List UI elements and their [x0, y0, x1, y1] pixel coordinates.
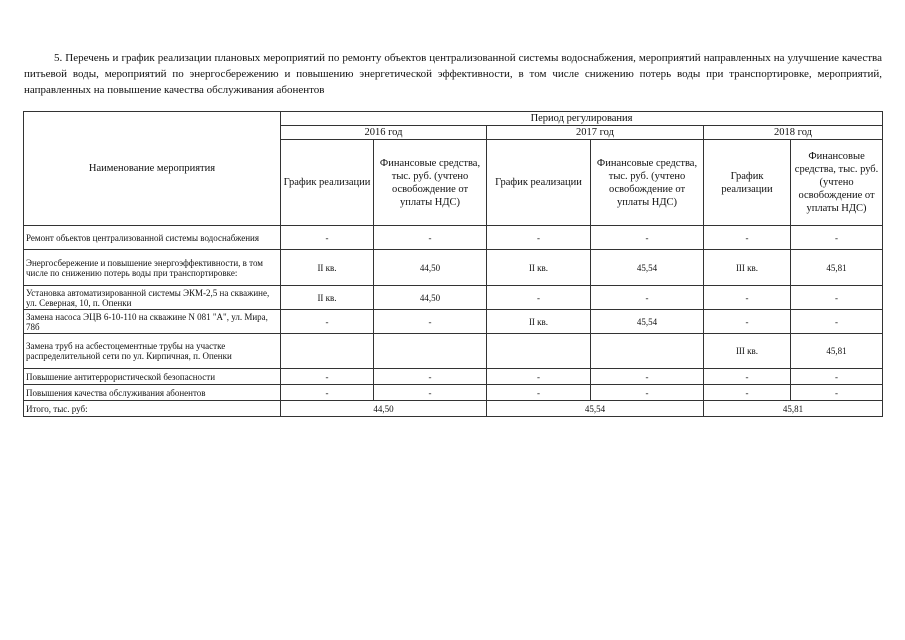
- finance-cell: [374, 334, 487, 369]
- schedule-header-2017: График реализации: [487, 140, 591, 226]
- schedule-cell: -: [487, 226, 591, 250]
- antiterror-row: [24, 369, 883, 385]
- finance-cell: -: [591, 385, 704, 401]
- schedule-cell: II кв.: [487, 310, 591, 334]
- schedule-cell: -: [487, 369, 591, 385]
- finance-cell: -: [591, 226, 704, 250]
- schedule-cell: [281, 334, 374, 369]
- finance-cell: 44,50: [374, 250, 487, 286]
- schedule-cell: III кв.: [704, 250, 791, 286]
- schedule-cell: II кв.: [487, 250, 591, 286]
- schedule-cell: -: [704, 226, 791, 250]
- total-label: Итого, тыс. руб:: [24, 401, 281, 417]
- schedule-cell: -: [281, 226, 374, 250]
- finance-header-2017: Финансовые средства, тыс. руб. (учтено освобождение от уплаты НДС): [591, 140, 704, 226]
- year-header-2017: 2017 год: [487, 126, 704, 140]
- schedule-header-2018: График реализации: [704, 140, 791, 226]
- repair-row: [24, 226, 883, 250]
- total-value-2017: 45,54: [487, 401, 704, 417]
- finance-cell: 45,81: [791, 250, 883, 286]
- measure-name-cell: Замена труб на асбестоцементные трубы на участке распределительной сети по ул. Кирпичная, п. Опенки: [24, 334, 281, 369]
- period-header: Период регулирования: [281, 112, 883, 126]
- measure-name-cell: Энергосбережение и повышение энергоэффективности, в том числе по снижению потерь воды при транспортировке:: [24, 250, 281, 286]
- finance-cell: -: [791, 226, 883, 250]
- schedule-cell: -: [487, 385, 591, 401]
- energy-saving-row: [24, 250, 883, 286]
- measure-name-cell: Ремонт объектов централизованной системы водоснабжения: [24, 226, 281, 250]
- finance-cell: -: [791, 310, 883, 334]
- total-value-2016: 44,50: [281, 401, 487, 417]
- finance-cell: -: [791, 369, 883, 385]
- finance-cell: [591, 334, 704, 369]
- finance-cell: 45,54: [591, 250, 704, 286]
- total-value-2018: 45,81: [704, 401, 883, 417]
- ekm-installation-row: [24, 286, 883, 310]
- section-heading: 5. Перечень и график реализации плановых мероприятий по ремонту объектов централизованной системы водоснабжения, мероприятий направленных на улучшение качества питьевой воды, мероприятий по энергосбережению и повышению энергетической эффективности, в том числе снижению потерь воды при транспортировке, мероприятий, направленных на повышение качества обслуживания абонентов: [24, 52, 882, 96]
- finance-cell: -: [791, 286, 883, 310]
- year-header-2016: 2016 год: [281, 126, 487, 140]
- measure-name-cell: Замена насоса ЭЦВ 6-10-110 на скважине N 081 "А", ул. Мира, 78б: [24, 310, 281, 334]
- finance-cell: 45,54: [591, 310, 704, 334]
- schedule-cell: -: [704, 286, 791, 310]
- finance-cell: -: [374, 226, 487, 250]
- finance-header-2018: Финансовые средства, тыс. руб. (учтено освобождение от уплаты НДС): [791, 140, 883, 226]
- finance-cell: -: [374, 369, 487, 385]
- measures-table: [23, 111, 883, 417]
- schedule-header-2016: График реализации: [281, 140, 374, 226]
- schedule-cell: III кв.: [704, 334, 791, 369]
- schedule-cell: -: [281, 310, 374, 334]
- finance-cell: -: [374, 310, 487, 334]
- pipe-replacement-row: [24, 334, 883, 369]
- schedule-cell: -: [487, 286, 591, 310]
- schedule-cell: -: [281, 369, 374, 385]
- total-row: [24, 401, 883, 417]
- measure-name-cell: Повышения качества обслуживания абонентов: [24, 385, 281, 401]
- header-row-period: [24, 112, 883, 126]
- finance-cell: -: [591, 286, 704, 310]
- finance-cell: 44,50: [374, 286, 487, 310]
- schedule-cell: -: [704, 369, 791, 385]
- schedule-cell: [487, 334, 591, 369]
- finance-cell: -: [374, 385, 487, 401]
- pump-replacement-row: [24, 310, 883, 334]
- service-quality-row: [24, 385, 883, 401]
- finance-cell: -: [591, 369, 704, 385]
- measure-name-cell: Повышение антитеррористической безопасности: [24, 369, 281, 385]
- finance-header-2016: Финансовые средства, тыс. руб. (учтено освобождение от уплаты НДС): [374, 140, 487, 226]
- schedule-cell: -: [704, 310, 791, 334]
- schedule-cell: II кв.: [281, 286, 374, 310]
- year-header-2018: 2018 год: [704, 126, 883, 140]
- col-header-name: Наименование мероприятия: [24, 112, 281, 226]
- schedule-cell: II кв.: [281, 250, 374, 286]
- finance-cell: 45,81: [791, 334, 883, 369]
- measure-name-cell: Установка автоматизированной системы ЭКМ-2,5 на скважине, ул. Северная, 10, п. Опенки: [24, 286, 281, 310]
- schedule-cell: -: [704, 385, 791, 401]
- finance-cell: -: [791, 385, 883, 401]
- schedule-cell: -: [281, 385, 374, 401]
